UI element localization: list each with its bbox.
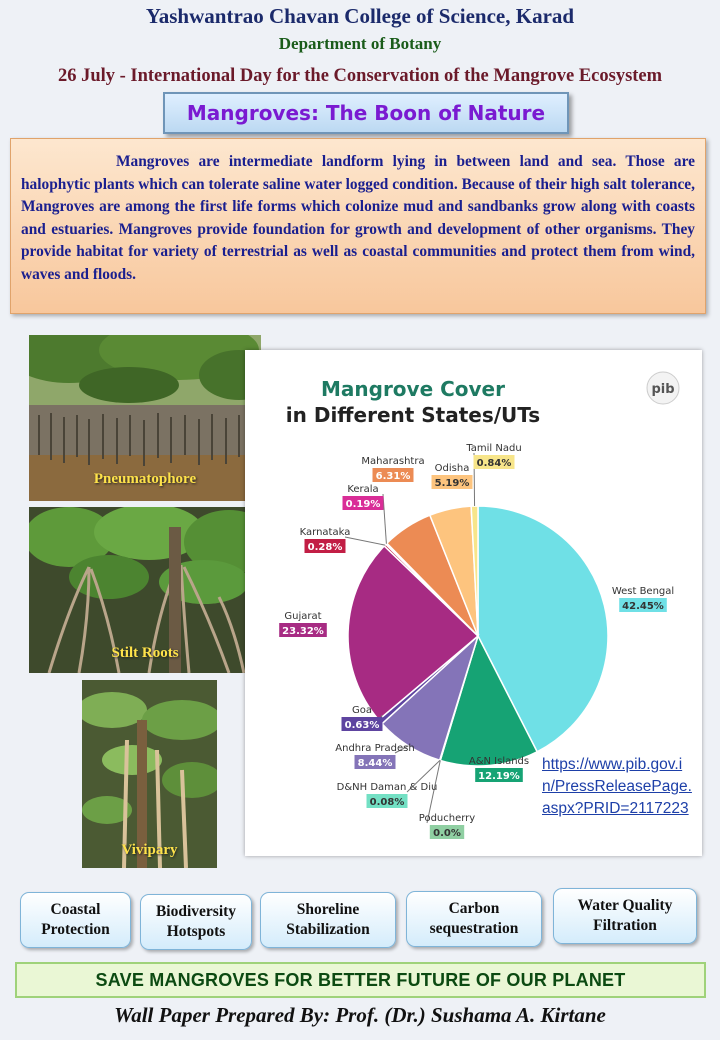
value-label-d-nh-daman-diu: 0.08%: [369, 797, 405, 808]
intro-panel: [10, 138, 706, 314]
slice-name-west-bengal: West Bengal: [611, 586, 675, 597]
department-name: Department of Botany: [278, 34, 442, 53]
value-label-maharashtra: 6.31%: [375, 471, 411, 482]
slice-name-gujarat: Gujarat: [284, 611, 322, 622]
value-label-kerala: 0.19%: [345, 499, 381, 510]
college-name: Yashwantrao Chavan College of Science, Karad: [145, 4, 575, 28]
value-label-andhra-pradesh: 8.44%: [357, 758, 393, 769]
slice-name-poducherry: Poducherry: [418, 813, 476, 824]
pneumatophore-photo: [29, 335, 261, 501]
save-mangroves-banner: SAVE MANGROVES FOR BETTER FUTURE OF OUR PLANET: [15, 962, 706, 998]
pib-logo-text: pib: [651, 382, 675, 397]
benefit-carbon-sequestration: Carbon sequestration: [406, 891, 542, 947]
vivipary-label: Vivipary: [121, 842, 178, 858]
slice-name-tamil-nadu: Tamil Nadu: [466, 443, 522, 454]
pneumatophore-label: Pneumatophore: [93, 471, 197, 487]
benefit-shoreline-stabilization: Shoreline Stabilization: [260, 892, 396, 948]
slice-name-goa: Goa: [352, 705, 372, 716]
value-label-west-bengal: 42.45%: [622, 601, 664, 612]
slice-name-karnataka: Karnataka: [299, 527, 351, 538]
slice-name-odisha: Odisha: [434, 463, 470, 474]
value-label-goa: 0.63%: [344, 720, 380, 731]
value-label-gujarat: 23.32%: [282, 626, 324, 637]
slice-name-maharashtra: Maharashtra: [361, 456, 425, 467]
slice-name-andhra-pradesh: Andhra Pradesh: [335, 743, 415, 754]
chart-title-line2: in Different States/UTs: [285, 403, 541, 427]
leader-line-kerala: [383, 494, 386, 544]
value-label-poducherry: 0.0%: [433, 828, 461, 839]
pib-logo: [647, 372, 679, 404]
occasion-heading: 26 July - International Day for the Conservation of the Mangrove Ecosystem: [57, 66, 663, 86]
slice-name-a-n-islands: A&N Islands: [468, 756, 530, 767]
stilt-roots-label: Stilt Roots: [111, 645, 179, 661]
vivipary-illustration: [82, 680, 217, 868]
vivipary-photo: [82, 680, 217, 868]
benefit-biodiversity-hotspots: Biodiversity Hotspots: [140, 894, 252, 950]
value-label-odisha: 5.19%: [434, 478, 470, 489]
source-link[interactable]: https://www.pib.gov.in/PressReleasePage.aspx?PRID=2117223: [542, 756, 692, 817]
benefit-coastal-protection: Coastal Protection: [20, 892, 131, 948]
poster-title: Mangroves: The Boon of Nature: [186, 101, 546, 125]
value-label-tamil-nadu: 0.84%: [476, 458, 512, 469]
leader-line-karnataka: [345, 537, 385, 545]
slice-name-kerala: Kerala: [347, 484, 379, 495]
value-label-a-n-islands: 12.19%: [478, 771, 520, 782]
stilt-roots-photo: [29, 507, 261, 673]
chart-title-line1: Mangrove Cover: [320, 377, 506, 401]
prepared-by-credit: Wall Paper Prepared By: Prof. (Dr.) Sushama A. Kirtane: [114, 1003, 606, 1027]
poster-title-box: [163, 92, 569, 134]
slice-name-d-nh-daman-diu: D&NH Daman & Diu: [336, 782, 438, 793]
intro-text: Mangroves are intermediate landform lying in between land and sea. Those are halophytic plants which can tolerate saline water logged condition. Because of their high salt tolerance, Mangroves are among the first life forms which colonize mud and sandbanks grow along with coasts and estuaries. Mangroves provide foundation for growth and development of other organisms. They provide habitat for variety of terrestrial as well as coastal communities and protect them from wind, waves and floods.: [21, 153, 695, 283]
value-label-karnataka: 0.28%: [307, 542, 343, 553]
benefit-water-quality-filtration: Water Quality Filtration: [553, 888, 697, 944]
